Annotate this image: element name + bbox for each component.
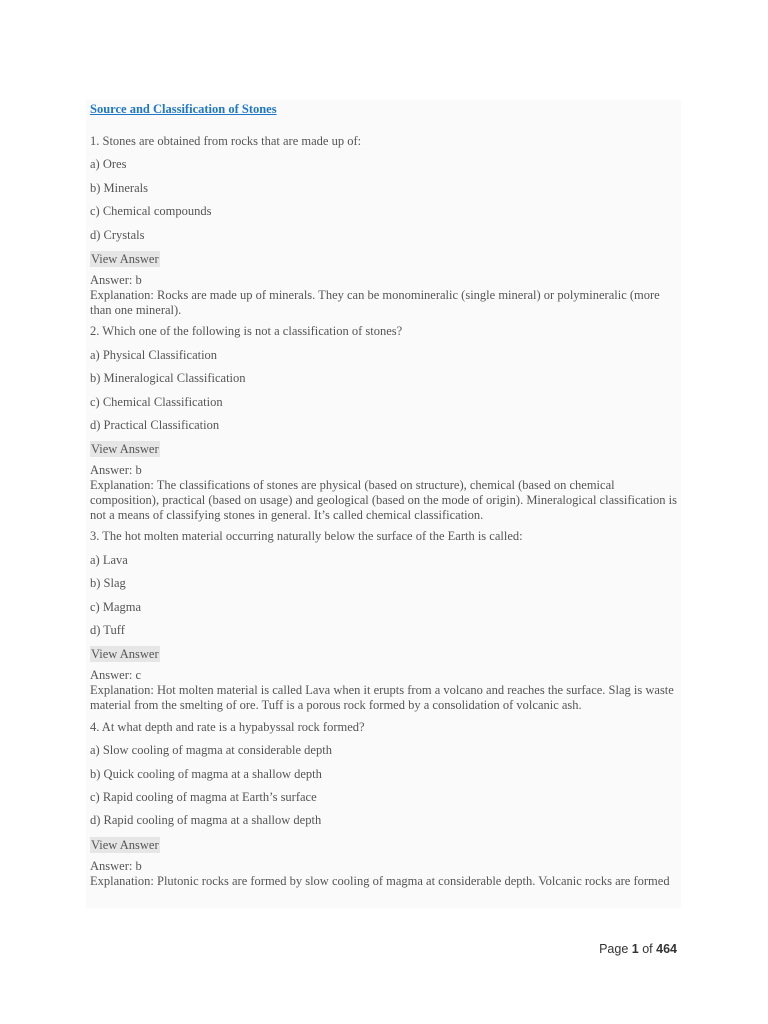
option-item: b) Slag: [90, 576, 126, 591]
answer-block: [90, 859, 677, 889]
explanation-text: Explanation: The classifications of stones are physical (based on structure), chemical (based on chemical composition), practical (based on usage) and geological (based on the mode of origin). Mineralogical classification is not a means of classifying stones in general. It’s called chemical classification.: [90, 478, 677, 522]
view-answer-button[interactable]: View Answer: [91, 647, 159, 662]
option-item: a) Slow cooling of magma at considerable depth: [90, 743, 332, 758]
view-answer-button[interactable]: View Answer: [91, 837, 159, 852]
option-item: c) Chemical Classification: [90, 394, 223, 409]
answer-block: [90, 463, 677, 522]
option-item: a) Physical Classification: [90, 347, 218, 362]
option-item: d) Rapid cooling of magma at a shallow depth: [90, 813, 322, 828]
view-answer-button[interactable]: View Answer: [91, 251, 159, 266]
page-label: Page: [599, 942, 629, 956]
option-item: a) Ores: [90, 157, 127, 172]
explanation-text: Explanation: Rocks are made up of minerals. They can be monomineralic (single mineral) or polymineralic (more than one mineral).: [90, 287, 660, 317]
option-item: d) Practical Classification: [90, 417, 220, 432]
answer-text: Answer: b: [90, 272, 142, 287]
question-text: 1. Stones are obtained from rocks that are made up of:: [90, 134, 362, 148]
of-label: of: [642, 942, 653, 956]
option-item: b) Minerals: [90, 180, 148, 195]
explanation-text: Explanation: Plutonic rocks are formed by slow cooling of magma at considerable depth. Volcanic rocks are formed: [90, 873, 670, 888]
question-block: [90, 323, 677, 522]
view-answer-button[interactable]: View Answer: [91, 442, 159, 457]
option-item: c) Magma: [90, 599, 142, 614]
question-block: [90, 133, 677, 317]
answer-block: [90, 668, 677, 712]
option-item: b) Mineralogical Classification: [90, 371, 246, 386]
page-number: 1: [631, 942, 639, 956]
option-item: c) Chemical compounds: [90, 204, 212, 219]
content-area: [86, 100, 681, 908]
option-item: b) Quick cooling of magma at a shallow depth: [90, 766, 322, 781]
document-title[interactable]: Source and Classification of Stones: [90, 102, 277, 116]
question-text: 2. Which one of the following is not a classification of stones?: [90, 324, 403, 339]
question-block: [90, 528, 677, 712]
answer-text: Answer: b: [90, 858, 142, 873]
question-block: [90, 719, 677, 889]
option-item: d) Crystals: [90, 227, 145, 242]
option-item: d) Tuff: [90, 623, 125, 638]
answer-block: [90, 273, 677, 317]
page-footer: [599, 942, 677, 956]
explanation-text: Explanation: Hot molten material is called Lava when it erupts from a volcano and reaches the surface. Slag is waste material from the smelting of ore. Tuff is a porous rock formed by a consolidation of volcanic ash.: [90, 683, 674, 713]
question-text: 4. At what depth and rate is a hypabyssal rock formed?: [90, 719, 365, 734]
total-pages: 464: [656, 942, 677, 956]
option-item: a) Lava: [90, 552, 128, 567]
question-text: 3. The hot molten material occurring naturally below the surface of the Earth is called:: [90, 529, 523, 544]
option-item: c) Rapid cooling of magma at Earth’s surface: [90, 790, 317, 804]
answer-text: Answer: c: [90, 668, 142, 683]
answer-text: Answer: b: [90, 463, 142, 478]
